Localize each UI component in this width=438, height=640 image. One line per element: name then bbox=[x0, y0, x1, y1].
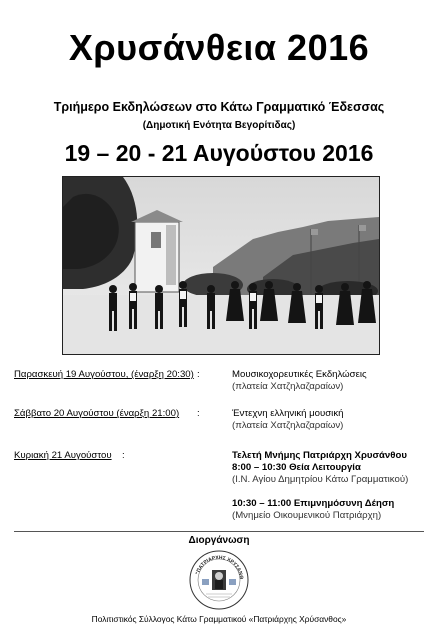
schedule-event-2-location: (πλατεία Χατζηλαζαραίων) bbox=[232, 420, 344, 431]
schedule-event-3-liturgy: 8:00 – 10:30 Θεία Λειτουργία bbox=[232, 462, 361, 473]
poster-title: Χρυσάνθεια 2016 bbox=[68, 27, 370, 68]
schedule-event-2 bbox=[232, 408, 432, 432]
schedule-day-2 bbox=[14, 408, 179, 420]
schedule-event-1 bbox=[232, 369, 432, 393]
schedule-event-3-memorial: 10:30 – 11:00 Επιμνημόσυνη Δέηση bbox=[232, 498, 395, 509]
poster-subtitle: Τριήμερο Εκδηλώσεων στο Κάτω Γραμματικό Έδεσσας bbox=[53, 100, 385, 114]
schedule-event-3-memorial-location: (Μνημείο Οικουμενικού Πατριάρχη) bbox=[232, 510, 382, 521]
schedule-event-3 bbox=[232, 450, 432, 522]
folk-dancers-photo bbox=[62, 176, 380, 355]
event-dates: 19 – 20 - 21 Αυγούστου 2016 bbox=[64, 140, 374, 166]
organizer-name: Πολιτιστικός Σύλλογος Κάτω Γραμματικού «Πατριάρχης Χρύσανθος» bbox=[91, 614, 347, 624]
organizer-heading: Διοργάνωση bbox=[188, 535, 250, 546]
schedule-day-1-label: Παρασκευή 19 Αυγούστου, (έναρξη 20:30) bbox=[14, 369, 194, 380]
schedule-event-2-title: Έντεχνη ελληνική μουσική bbox=[232, 408, 344, 419]
schedule-day-3-label: Κυριακή 21 Αυγούστου bbox=[14, 450, 112, 461]
poster-subnote: (Δημοτική Ενότητα Βεγορίτιδας) bbox=[142, 120, 296, 131]
schedule-day-2-label: Σάββατο 20 Αυγούστου (έναρξη 21:00) bbox=[14, 408, 180, 419]
footer-divider bbox=[14, 531, 424, 532]
schedule-day-1 bbox=[14, 369, 194, 381]
schedule-day-1-colon: : bbox=[197, 369, 200, 380]
schedule-event-3-title: Τελετή Μνήμης Πατριάρχη Χρυσάνθου bbox=[232, 450, 407, 461]
schedule-day-2-colon: : bbox=[197, 408, 200, 419]
schedule-event-3-location: (Ι.Ν. Αγίου Δημητρίου Κάτω Γραμματικού) bbox=[232, 474, 409, 485]
schedule-event-1-title: Μουσικοχορευτικές Εκδηλώσεις bbox=[232, 369, 367, 380]
schedule-day-3-colon: : bbox=[122, 450, 125, 461]
association-seal-icon bbox=[188, 549, 250, 611]
seal-text: "ΠΑΤΡΙΑΡΧΗΣ ΧΡΥΣΑΝΘ bbox=[194, 554, 245, 580]
schedule-event-1-location: (πλατεία Χατζηλαζαραίων) bbox=[232, 381, 344, 392]
schedule-day-3 bbox=[14, 450, 112, 462]
